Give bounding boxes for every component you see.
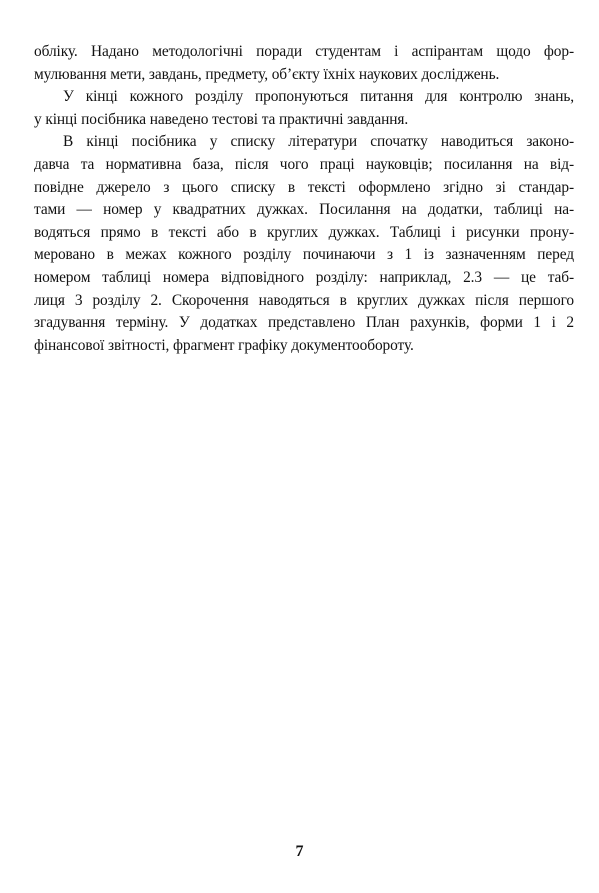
page-number: 7 bbox=[295, 843, 304, 860]
text-line: У кінці кожного розділу пропонуються питання для контролю знань, bbox=[63, 88, 574, 106]
text-line: водяться прямо в тексті або в круглих дужках. Таблиці і рисунки прону- bbox=[34, 223, 574, 241]
body-text bbox=[34, 41, 574, 357]
text-line: обліку. Надано методологічні поради студентам і аспірантам щодо фор- bbox=[34, 43, 574, 60]
text-line: мулювання мети, завдань, предмету, об’єкту їхніх наукових досліджень. bbox=[34, 65, 500, 83]
text-line: фінансової звітності, фрагмент графіку документообороту. bbox=[34, 336, 414, 354]
text-line: номером таблиці номера відповідного розділу: наприклад, 2.3 — це таб- bbox=[34, 268, 574, 286]
text-line: В кінці посібника у списку літератури спочатку наводиться законо- bbox=[63, 133, 574, 151]
text-line: тами — номер у квадратних дужках. Посилання на додатки, таблиці на- bbox=[34, 201, 574, 219]
text-line: повідне джерело з цього списку в тексті оформлено згідно зі стандар- bbox=[34, 178, 574, 196]
text-line: лиця 3 розділу 2. Скорочення наводяться в круглих дужках після першого bbox=[34, 291, 574, 309]
text-line: давча та нормативна база, після чого праці науковців; посилання на від- bbox=[34, 155, 574, 173]
text-line: меровано в межах кожного розділу починаючи з 1 із зазначенням перед bbox=[34, 246, 574, 264]
text-line: згадування терміну. У додатках представлено План рахунків, форми 1 і 2 bbox=[34, 314, 574, 332]
text-line: у кінці посібника наведено тестові та практичні завдання. bbox=[34, 110, 409, 128]
